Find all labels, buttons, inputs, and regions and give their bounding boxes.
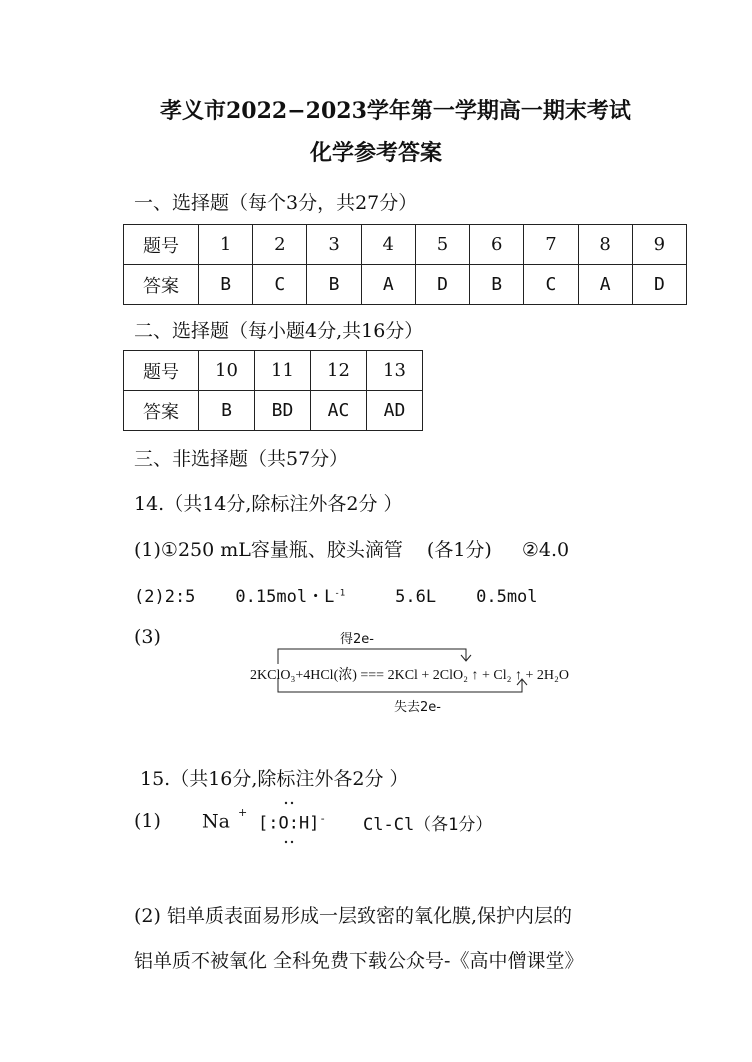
hydroxide-charge: - xyxy=(319,812,327,825)
row-label: 答案 xyxy=(124,391,199,431)
hydroxide-structure: [:O:H] xyxy=(258,813,320,834)
equation-equals: === xyxy=(360,668,385,683)
question-number: 10 xyxy=(199,351,255,391)
question-number: 4 xyxy=(361,225,415,265)
circled-two: ② xyxy=(521,539,539,561)
q15-part1-prefix: (1) xyxy=(134,810,161,832)
answer-cell: AD xyxy=(367,391,423,431)
question-number: 1 xyxy=(199,225,253,265)
row-label: 题号 xyxy=(124,225,199,265)
answer-key-subtitle: 化学参考答案 xyxy=(310,140,443,166)
question-number: 8 xyxy=(578,225,632,265)
q14-part2-concentration-exponent: -1 xyxy=(334,588,346,599)
sodium-ion xyxy=(202,806,248,833)
sodium-symbol: Na xyxy=(202,810,230,833)
exam-title: 孝义市2022−2023学年第一学期高一期末考试 xyxy=(160,98,631,124)
answer-cell: C xyxy=(524,265,578,305)
q14-part2 xyxy=(134,582,538,607)
answer-cell: AC xyxy=(311,391,367,431)
answer-cell: C xyxy=(253,265,307,305)
q14-part2-concentration: 0.15mol・L xyxy=(235,587,335,607)
gain-electrons-label: 得2e- xyxy=(340,632,374,647)
question-number: 9 xyxy=(632,225,686,265)
q14-part2-moles: 0.5mol xyxy=(476,587,538,607)
q14-part1-value: 4.0 xyxy=(538,539,570,561)
row-label: 题号 xyxy=(124,351,199,391)
question-number: 13 xyxy=(367,351,423,391)
q15-part1 xyxy=(134,810,161,832)
table-row xyxy=(124,225,687,265)
question-number: 12 xyxy=(311,351,367,391)
q14-part2-volume: 5.6L xyxy=(395,587,437,607)
lose-electrons-label: 失去2e- xyxy=(394,700,441,715)
answer-cell: D xyxy=(415,265,469,305)
q14-part1-answer: 250 mL容量瓶、胶头滴管 xyxy=(177,539,403,561)
question-number: 7 xyxy=(524,225,578,265)
answer-cell: A xyxy=(361,265,415,305)
answer-cell: D xyxy=(632,265,686,305)
answer-cell: BD xyxy=(255,391,311,431)
sodium-charge: + xyxy=(237,806,248,819)
q14-part1-prefix: (1) xyxy=(134,539,161,561)
question-number: 2 xyxy=(253,225,307,265)
table-row xyxy=(124,265,687,305)
q14-part2-ratio: (2)2:5 xyxy=(134,587,196,607)
q14-part3-prefix: (3) xyxy=(134,626,161,648)
question-number: 11 xyxy=(255,351,311,391)
q15-part2-line1: (2) 铝单质表面易形成一层致密的氧化膜,保护内层的 xyxy=(134,905,572,927)
q14-part1-score: (各1分) xyxy=(426,539,492,561)
lone-pair-dots xyxy=(280,798,300,848)
equation-products: 2KCl + 2ClO₂ ↑ + Cl₂ ↑ + 2H₂O xyxy=(387,668,570,683)
answer-cell: B xyxy=(307,265,361,305)
answer-cell: A xyxy=(578,265,632,305)
question-number: 3 xyxy=(307,225,361,265)
answer-cell: B xyxy=(199,265,253,305)
table-row xyxy=(124,351,423,391)
section-2-heading: 二、选择题（每小题4分,共16分） xyxy=(134,320,424,342)
row-label: 答案 xyxy=(124,265,199,305)
question-number: 5 xyxy=(415,225,469,265)
section-1-answer-table xyxy=(123,224,687,305)
section-1-heading: 一、选择题（每个3分，共27分） xyxy=(134,192,418,214)
section-2-answer-table xyxy=(123,350,423,431)
equation-reactants: 2KClO₃+4HCl(浓) xyxy=(250,668,357,683)
circled-one: ① xyxy=(160,539,178,561)
question-number: 6 xyxy=(470,225,524,265)
chemical-equation xyxy=(250,664,569,684)
q15-header: 15.（共16分,除标注外各2分 ） xyxy=(140,768,409,790)
table-row xyxy=(124,391,423,431)
answer-cell: B xyxy=(470,265,524,305)
q15-part2-line2: 铝单质不被氧化 全科免费下载公众号-《高中僧课堂》 xyxy=(134,950,584,972)
section-3-heading: 三、非选择题（共57分） xyxy=(134,448,349,470)
q14-header: 14.（共14分,除标注外各2分 ） xyxy=(134,493,403,515)
q14-part1 xyxy=(134,535,569,562)
answer-cell: B xyxy=(199,391,255,431)
chlorine-molecule-structure: Cl-Cl（各1分） xyxy=(363,815,493,835)
